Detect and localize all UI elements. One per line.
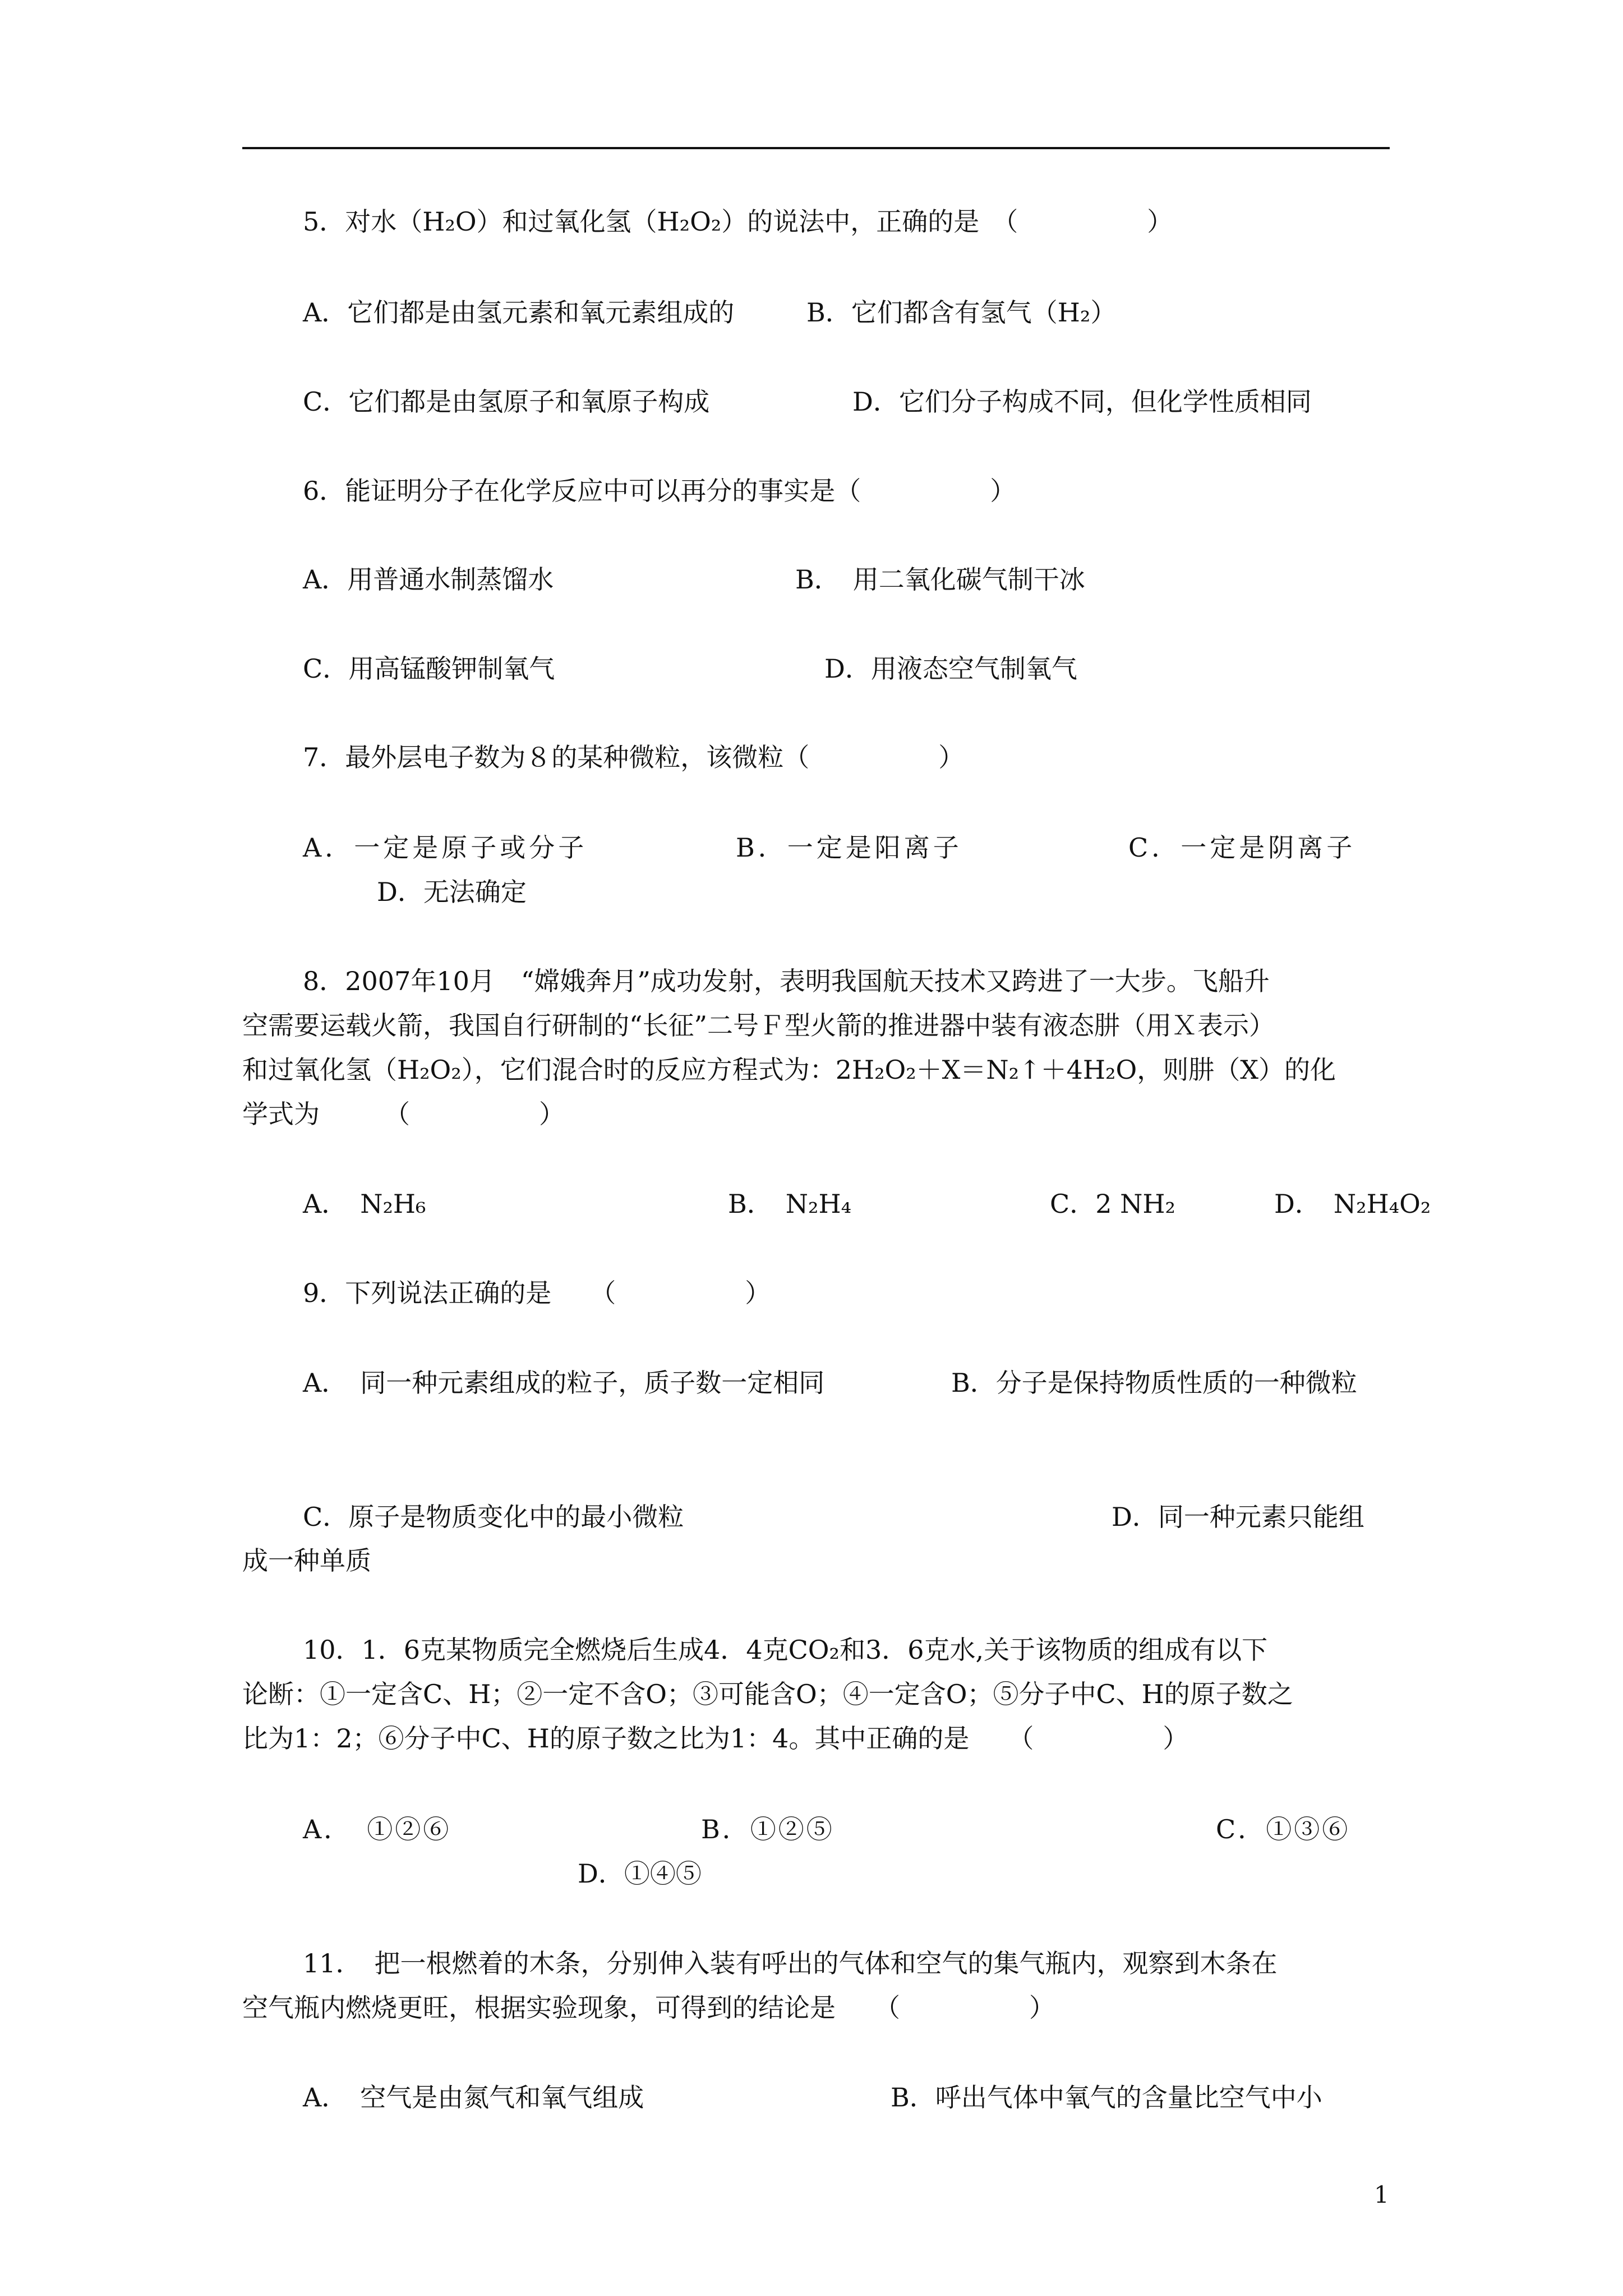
q6-option-a: A．用普通水制蒸馏水 <box>303 564 554 595</box>
q8-line-4: 学式为 （ ） <box>242 1099 565 1129</box>
q10-option-b: B．①②⑤ <box>701 1814 834 1844</box>
q8-option-b: B． N₂H₄ <box>728 1189 852 1219</box>
q10-line-1: 10．1．6克某物质完全燃烧后生成4．4克CO₂和3．6克水,关于该物质的组成有以下 <box>303 1635 1268 1665</box>
q8-line-3: 和过氧化氢（H₂O₂），它们混合时的反应方程式为：2H₂O₂＋X＝N₂↑＋4H₂O，则肼（X）的化 <box>242 1055 1336 1085</box>
q8-option-a: A． N₂H₆ <box>303 1189 426 1219</box>
q8-line-1: 8．2007年10月 “嫦娥奔月”成功发射，表明我国航天技术又跨进了一大步。飞船升 <box>303 966 1270 996</box>
q8-option-d: D． N₂H₄O₂ <box>1274 1189 1431 1219</box>
q7-stem: 7．最外层电子数为８的某种微粒，该微粒（ ） <box>303 742 965 772</box>
q7-option-c: C．一定是阴离子 <box>1128 832 1356 863</box>
q10-line-2: 论断：①一定含C、H；②一定不含O；③可能含O；④一定含O；⑤分子中C、H的原子数之 <box>242 1679 1293 1709</box>
q5-option-a: A．它们都是由氢元素和氧元素组成的 <box>303 297 735 328</box>
q6-option-b: B． 用二氧化碳气制干冰 <box>795 564 1085 595</box>
q11-line-1: 11． 把一根燃着的木条，分别伸入装有呼出的气体和空气的集气瓶内，观察到木条在 <box>303 1948 1278 1978</box>
q5-option-d: D．它们分子构成不同，但化学性质相同 <box>852 386 1312 417</box>
q9-option-c: C．原子是物质变化中的最小微粒 <box>303 1502 684 1532</box>
q10-line-3: 比为1：2；⑥分子中C、H的原子数之比为1：4。其中正确的是 （ ） <box>242 1723 1189 1754</box>
q6-stem: 6．能证明分子在化学反应中可以再分的事实是（ ） <box>303 476 1016 506</box>
q7-option-a: A．一定是原子或分子 <box>303 832 588 863</box>
q9-stem: 9．下列说法正确的是 （ ） <box>303 1278 771 1308</box>
q7-option-d: D．无法确定 <box>377 877 527 907</box>
q11-option-a: A． 空气是由氮气和氧气组成 <box>303 2082 644 2113</box>
q9-option-d-continued: 成一种单质 <box>242 1545 371 1576</box>
q9-option-a: A． 同一种元素组成的粒子，质子数一定相同 <box>303 1368 825 1398</box>
q11-option-b: B．呼出气体中氧气的含量比空气中小 <box>891 2082 1322 2113</box>
q10-option-a: A． ①②⑥ <box>303 1814 451 1844</box>
q10-option-d: D．①④⑤ <box>578 1858 702 1889</box>
page-number: 1 <box>1374 2181 1389 2208</box>
header-rule <box>242 147 1390 149</box>
q10-option-c: C．①③⑥ <box>1216 1814 1350 1844</box>
q7-option-b: B．一定是阳离子 <box>736 832 962 863</box>
q9-option-d: D．同一种元素只能组 <box>1112 1502 1364 1532</box>
q5-option-c: C．它们都是由氢原子和氧原子构成 <box>303 386 710 417</box>
q6-option-c: C．用高锰酸钾制氧气 <box>303 654 555 684</box>
q5-option-b: B．它们都含有氢气（H₂） <box>806 297 1117 328</box>
q8-option-c: C．2 NH₂ <box>1050 1189 1175 1219</box>
q8-line-2: 空需要运载火箭，我国自行研制的“长征”二号Ｆ型火箭的推进器中装有液态肼（用Ｘ表示） <box>242 1010 1275 1041</box>
q9-option-b: B．分子是保持物质性质的一种微粒 <box>951 1368 1357 1398</box>
q5-stem: 5．对水（H₂O）和过氧化氢（H₂O₂）的说法中，正确的是 （ ） <box>303 206 1173 237</box>
q11-line-2: 空气瓶内燃烧更旺，根据实验现象，可得到的结论是 （ ） <box>242 1993 1055 2023</box>
q6-option-d: D．用液态空气制氧气 <box>824 654 1077 684</box>
